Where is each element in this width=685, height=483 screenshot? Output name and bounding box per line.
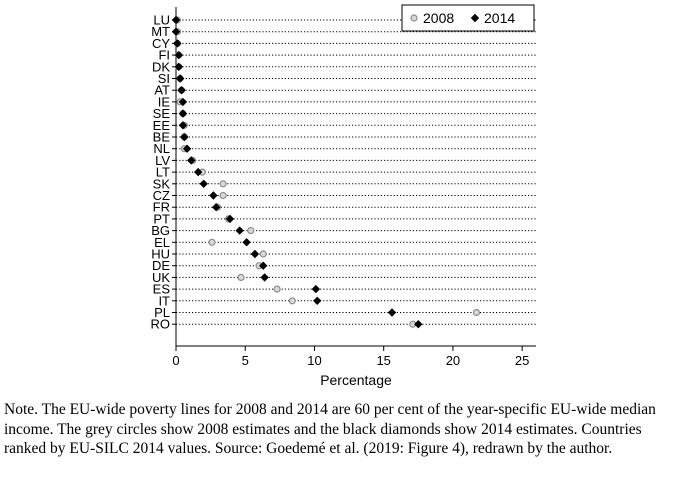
y-tick-label-es: ES: [152, 281, 170, 297]
point-2008-sk: [220, 181, 226, 187]
legend-label-2014: 2014: [484, 10, 516, 26]
point-2014-hu: [251, 250, 259, 258]
x-axis-title: Percentage: [320, 372, 392, 388]
point-2008-cz: [220, 193, 226, 199]
y-tick-label-be: BE: [152, 129, 170, 145]
y-tick-label-cz: CZ: [152, 188, 170, 203]
y-tick-label-pt: PT: [153, 211, 170, 227]
point-2008-hu: [260, 251, 266, 257]
x-tick-label-0: 0: [172, 353, 180, 368]
point-2014-es: [312, 285, 320, 293]
y-tick-label-fi: FI: [158, 47, 170, 63]
point-2014-it: [313, 297, 321, 305]
y-tick-label-ee: EE: [152, 117, 170, 133]
y-tick-label-lt: LT: [155, 164, 170, 180]
y-tick-label-nl: NL: [153, 141, 170, 157]
point-2008-uk: [238, 274, 244, 280]
y-tick-label-fr: FR: [152, 199, 170, 215]
figure-note: Note. The EU-wide poverty lines for 2008 and 2014 are 60 per cent of the year-specific EU-wide median income. The grey circles show 2008 estimates and the black diamonds show 2014 estimates. Countries ranked by EU-SILC 2014 values. Source: Goedemé et al. (2019: Figure 4), redrawn by the author.: [4, 401, 656, 457]
point-2014-uk: [260, 273, 268, 281]
point-2008-bg: [248, 228, 254, 234]
point-2014-be: [180, 133, 188, 141]
point-2014-el: [242, 238, 250, 246]
x-tick-label-15: 15: [376, 353, 391, 368]
point-2008-pl: [473, 310, 479, 316]
y-tick-label-ro: RO: [150, 316, 170, 332]
legend-label-2008: 2008: [423, 10, 455, 26]
y-tick-label-si: SI: [157, 71, 170, 86]
x-tick-label-20: 20: [445, 353, 461, 368]
y-tick-label-se: SE: [152, 106, 170, 122]
x-tick-label-5: 5: [241, 353, 249, 368]
legend-marker-2008: [411, 15, 417, 21]
point-2008-es: [274, 286, 280, 292]
point-2008-el: [209, 239, 215, 245]
y-tick-label-ie: IE: [157, 94, 170, 110]
y-tick-label-at: AT: [154, 82, 170, 98]
y-tick-label-sk: SK: [152, 176, 170, 192]
grid-lines: [176, 20, 536, 324]
y-tick-label-uk: UK: [151, 269, 170, 285]
point-2014-ro: [414, 320, 422, 328]
x-tick-label-25: 25: [514, 353, 530, 368]
y-tick-label-it: IT: [158, 293, 170, 309]
y-tick-label-de: DE: [151, 258, 170, 274]
point-2014-pl: [388, 308, 396, 316]
y-tick-label-lv: LV: [155, 152, 170, 168]
x-tick-label-10: 10: [307, 353, 322, 368]
y-tick-label-hu: HU: [151, 246, 170, 262]
point-2014-sk: [199, 180, 207, 188]
point-2014-cz: [209, 191, 217, 199]
y-tick-label-cy: CY: [151, 35, 170, 51]
point-2008-it: [289, 298, 295, 304]
y-tick-label-lu: LU: [153, 12, 170, 28]
legend: [402, 5, 534, 31]
point-2014-cy: [173, 39, 181, 47]
point-2014-bg: [235, 226, 243, 234]
y-tick-label-dk: DK: [151, 59, 170, 75]
y-tick-label-el: EL: [154, 234, 170, 250]
y-tick-label-pl: PL: [154, 305, 170, 320]
point-2014-at: [177, 86, 185, 94]
point-2014-se: [179, 109, 187, 117]
y-tick-label-mt: MT: [151, 24, 170, 40]
y-tick-label-bg: BG: [151, 223, 170, 239]
point-2014-si: [176, 74, 184, 82]
